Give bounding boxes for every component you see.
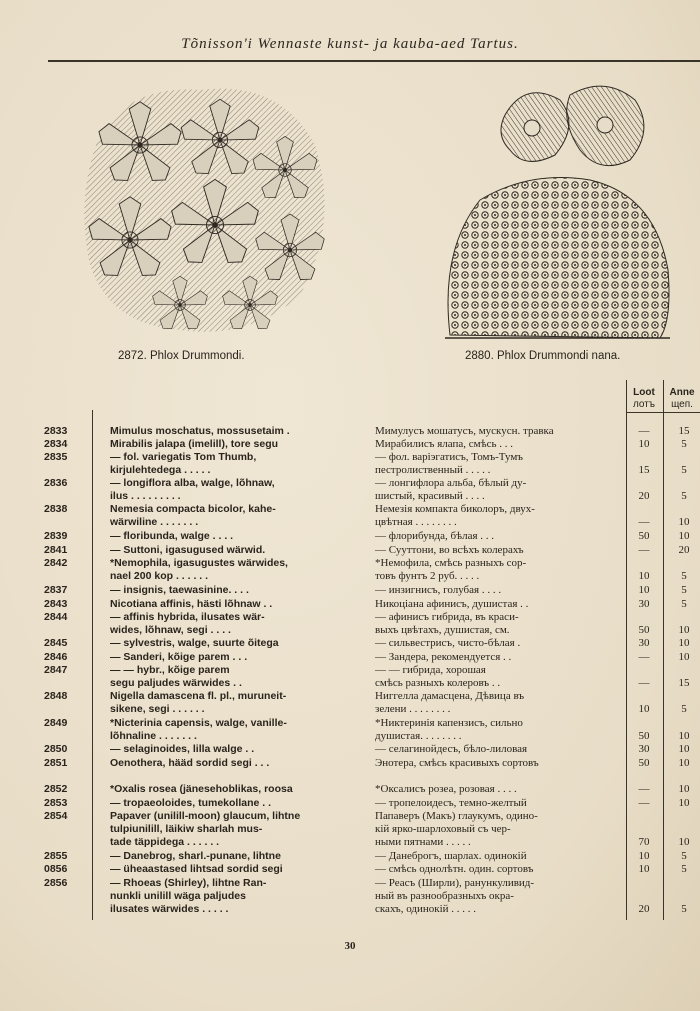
russian-description: — инзигнисъ, голубая . . . . <box>375 584 502 596</box>
price-loot: 15 <box>638 464 650 476</box>
catalog-number: 2844 <box>44 611 68 623</box>
price-loot: 50 <box>638 730 650 742</box>
russian-description: Мимулусъ мошатусъ, мускусн. травка <box>375 425 554 437</box>
caption-phlox-drummondi-nana: 2880. Phlox Drummondi nana. <box>465 350 621 362</box>
estonian-description: — Danebrog, sharl.-punane, lihtne <box>110 850 281 862</box>
catalog-number: 2855 <box>44 850 68 862</box>
col-header-anne <box>664 387 700 411</box>
estonian-description: *Nicterinia capensis, walge, vanille- lõhnaline . . . . . . . <box>110 717 287 742</box>
estonian-description: — insignis, taewasinine. . . . <box>110 584 249 596</box>
russian-description: — Зандера, рекомендуется . . <box>375 651 512 663</box>
catalog-number: 0856 <box>44 863 68 875</box>
catalog-number: 2838 <box>44 503 68 515</box>
catalog-number: 2839 <box>44 530 68 542</box>
estonian-description: — longiflora alba, walge, lõhnaw, ilus . . . . . . . . . <box>110 477 275 502</box>
russian-description: — Данеброгъ, шарлах. одинокій <box>375 850 527 862</box>
header-rule <box>48 60 700 62</box>
price-anne: 20 <box>678 544 690 556</box>
estonian-description: — Sanderi, kõige parem . . . <box>110 651 248 663</box>
phlox-drummondi-nana-image <box>440 80 675 345</box>
price-loot: 50 <box>638 530 650 542</box>
price-anne: 5 <box>681 584 687 596</box>
estonian-description: — tropaeoloides, tumekollane . . <box>110 797 272 809</box>
price-loot: 20 <box>638 903 650 915</box>
russian-description: *Никтеринія капензисъ, сильно душистая. . . . . . . . <box>375 717 523 742</box>
russian-description: Энотера, смѣсь красивыхъ сортовъ <box>375 757 539 769</box>
estonian-description: — fol. variegatis Tom Thumb, kirjulehtedega . . . . . <box>110 451 257 476</box>
estonian-description: Nicotiana affinis, hästi lõhnaw . . <box>110 598 273 610</box>
russian-description: — сильвестрисъ, чисто-бѣлая . <box>375 637 521 649</box>
russian-description: — селагинойдесъ, бѣло-лиловая <box>375 743 528 755</box>
catalog-number: 2843 <box>44 598 68 610</box>
russian-description: *Оксалисъ розеа, розовая . . . . <box>375 783 517 795</box>
russian-description: Папаверъ (Макъ) глаукумъ, одино- кій ярко-шарлоховый съ чер- ными пятнами . . . . . <box>375 810 538 848</box>
col-header-anne-sub: щеп. <box>671 399 693 410</box>
price-anne: 10 <box>678 797 690 809</box>
catalog-number: 2841 <box>44 544 68 556</box>
nana-flower-heads <box>501 86 644 166</box>
russian-description: — Сууттони, во всѣхъ колерахъ <box>375 544 524 556</box>
price-anne: 5 <box>681 464 687 476</box>
page-number: 30 <box>344 940 356 952</box>
estonian-description: — — hybr., kõige parem segu paljudes wärwides . . <box>110 664 242 689</box>
price-loot: 10 <box>638 570 650 582</box>
col-header-loot <box>628 387 660 411</box>
phlox-drummondi-image <box>70 75 340 345</box>
estonian-description: *Oxalis rosea (jänesehoblikas, roosa <box>110 783 293 795</box>
price-anne: 10 <box>678 651 690 663</box>
number-column-rule <box>92 410 93 920</box>
estonian-description: — floribunda, walge . . . . <box>110 530 234 542</box>
estonian-description: Oenothera, hääd sordid segi . . . <box>110 757 270 769</box>
price-loot: 50 <box>638 624 650 636</box>
catalog-number: 2842 <box>44 557 68 569</box>
estonian-description: Papaver (unilill-moon) glaucum, lihtne tulpiunilill, läikiw sharlah mus- tade täppidega . . . . . . <box>110 810 301 848</box>
price-anne: 10 <box>678 743 690 755</box>
catalog-number: 2850 <box>44 743 68 755</box>
catalog-number: 2833 <box>44 425 68 437</box>
price-anne: 10 <box>678 730 690 742</box>
price-loot: — <box>638 425 650 437</box>
price-loot: — <box>638 797 650 809</box>
price-anne: 10 <box>678 783 690 795</box>
price-loot: — <box>638 651 650 663</box>
price-anne: 5 <box>681 903 687 915</box>
price-loot: — <box>638 783 650 795</box>
price-loot: 10 <box>638 863 650 875</box>
price-loot: — <box>638 677 650 689</box>
price-anne: 10 <box>678 530 690 542</box>
price-loot: 10 <box>638 584 650 596</box>
price-anne: 10 <box>678 516 690 528</box>
caption-phlox-drummondi: 2872. Phlox Drummondi. <box>118 350 245 362</box>
price-anne: 10 <box>678 624 690 636</box>
estonian-description: — Suttoni, igasugused wärwid. <box>110 544 266 556</box>
price-loot: 50 <box>638 757 650 769</box>
russian-description: — афинисъ гибрида, въ краси- выхъ цвѣтахъ, душистая, см. <box>375 611 519 636</box>
catalog-number: 2845 <box>44 637 68 649</box>
price-anne: 10 <box>678 836 690 848</box>
price-loot: — <box>638 516 650 528</box>
estonian-description: *Nemophila, igasugustes wärwides, nael 200 kop . . . . . . <box>110 557 288 582</box>
col-header-anne-title: Anne <box>669 387 695 398</box>
page-header: Tõnisson'i Wennaste kunst- ja kauba-aed Tartus. <box>181 36 519 52</box>
estonian-description: Nemesia compacta bicolor, kahe- wärwiline . . . . . . . <box>110 503 276 528</box>
russian-description: Немезія компакта биколоръ, двух- цвѣтная . . . . . . . . <box>375 503 535 528</box>
loot-column-rule <box>626 380 627 920</box>
price-anne: 5 <box>681 570 687 582</box>
catalog-number: 2852 <box>44 783 68 795</box>
catalog-number: 2847 <box>44 664 68 676</box>
price-loot: — <box>638 544 650 556</box>
estonian-description: Nigella damascena fl. pl., muruneit- sikene, segi . . . . . . <box>110 690 287 715</box>
russian-description: — Реасъ (Ширли), ранункуливид- ный въ разнообразныхъ окра- скахъ, одинокій . . . . . <box>375 877 535 915</box>
price-loot: 30 <box>638 637 650 649</box>
russian-description: Никоціана афинисъ, душистая . . <box>375 598 529 610</box>
price-loot: 30 <box>638 743 650 755</box>
price-anne: 5 <box>681 438 687 450</box>
catalog-number: 2837 <box>44 584 68 596</box>
price-anne: 15 <box>678 677 690 689</box>
catalog-number: 2846 <box>44 651 68 663</box>
estonian-description: — selaginoides, lilla walge . . <box>110 743 255 755</box>
price-anne: 10 <box>678 637 690 649</box>
russian-description: *Немофила, смѣсь разныхъ сор- товъ фунтъ 2 руб. . . . . <box>375 557 527 582</box>
catalog-number: 2834 <box>44 438 68 450</box>
price-loot: 70 <box>638 836 650 848</box>
price-anne: 5 <box>681 850 687 862</box>
estonian-description: — Rhoeas (Shirley), lihtne Ran- nunkli unilill wäga paljudes ilusates wärwides . . . . . <box>110 877 267 915</box>
russian-description: Мирабилисъ ялапа, смѣсь . . . <box>375 438 513 450</box>
russian-description: — лонгифлора альба, бѣлый ду- шистый, красивый . . . . <box>375 477 527 502</box>
anne-column-rule <box>663 380 664 920</box>
catalog-number: 2854 <box>44 810 68 822</box>
catalog-number: 2849 <box>44 717 68 729</box>
estonian-description: Mimulus moschatus, mossusetaim . <box>110 425 290 437</box>
russian-description: — флорибунда, бѣлая . . . <box>375 530 495 542</box>
phlox-drummondi-nana-illustration <box>440 80 675 345</box>
price-anne: 5 <box>681 598 687 610</box>
price-anne: 10 <box>678 757 690 769</box>
catalog-number: 2856 <box>44 877 68 889</box>
russian-description: Ниггелла дамасцена, Дѣвица въ зелени . . . . . . . . <box>375 690 525 715</box>
estonian-description: — sylvestris, walge, suurte õitega <box>110 637 279 649</box>
price-anne: 5 <box>681 490 687 502</box>
estonian-description: — affinis hybrida, ilusates wär- wides, lõhnaw, segi . . . . <box>110 611 265 636</box>
phlox-drummondi-illustration <box>70 75 340 345</box>
catalog-number: 2835 <box>44 451 68 463</box>
russian-description: — тропелоидесъ, темно-желтый <box>375 797 527 809</box>
catalog-number: 2853 <box>44 797 68 809</box>
russian-description: — смѣсь однолѣтн. один. сортовъ <box>375 863 534 875</box>
price-anne: 15 <box>678 425 690 437</box>
catalog-number: 2851 <box>44 757 68 769</box>
col-header-loot-title: Loot <box>633 387 655 398</box>
catalog-number: 2848 <box>44 690 68 702</box>
price-loot: 10 <box>638 703 650 715</box>
catalog-number: 2836 <box>44 477 68 489</box>
price-loot: 10 <box>638 850 650 862</box>
russian-description: — — гибрида, хорошая смѣсь разныхъ колеровъ . . <box>375 664 501 689</box>
price-loot: 20 <box>638 490 650 502</box>
estonian-description: — üheaastased lihtsad sordid segi <box>110 863 283 875</box>
price-loot: 10 <box>638 438 650 450</box>
price-anne: 5 <box>681 863 687 875</box>
col-header-loot-sub: лотъ <box>632 399 656 410</box>
price-anne: 5 <box>681 703 687 715</box>
price-loot: 30 <box>638 598 650 610</box>
russian-description: — фол. варіэгатисъ, Томъ-Тумъ пестролиственный . . . . . <box>375 451 523 476</box>
estonian-description: Mirabilis jalapa (imelill), tore segu <box>110 438 279 450</box>
